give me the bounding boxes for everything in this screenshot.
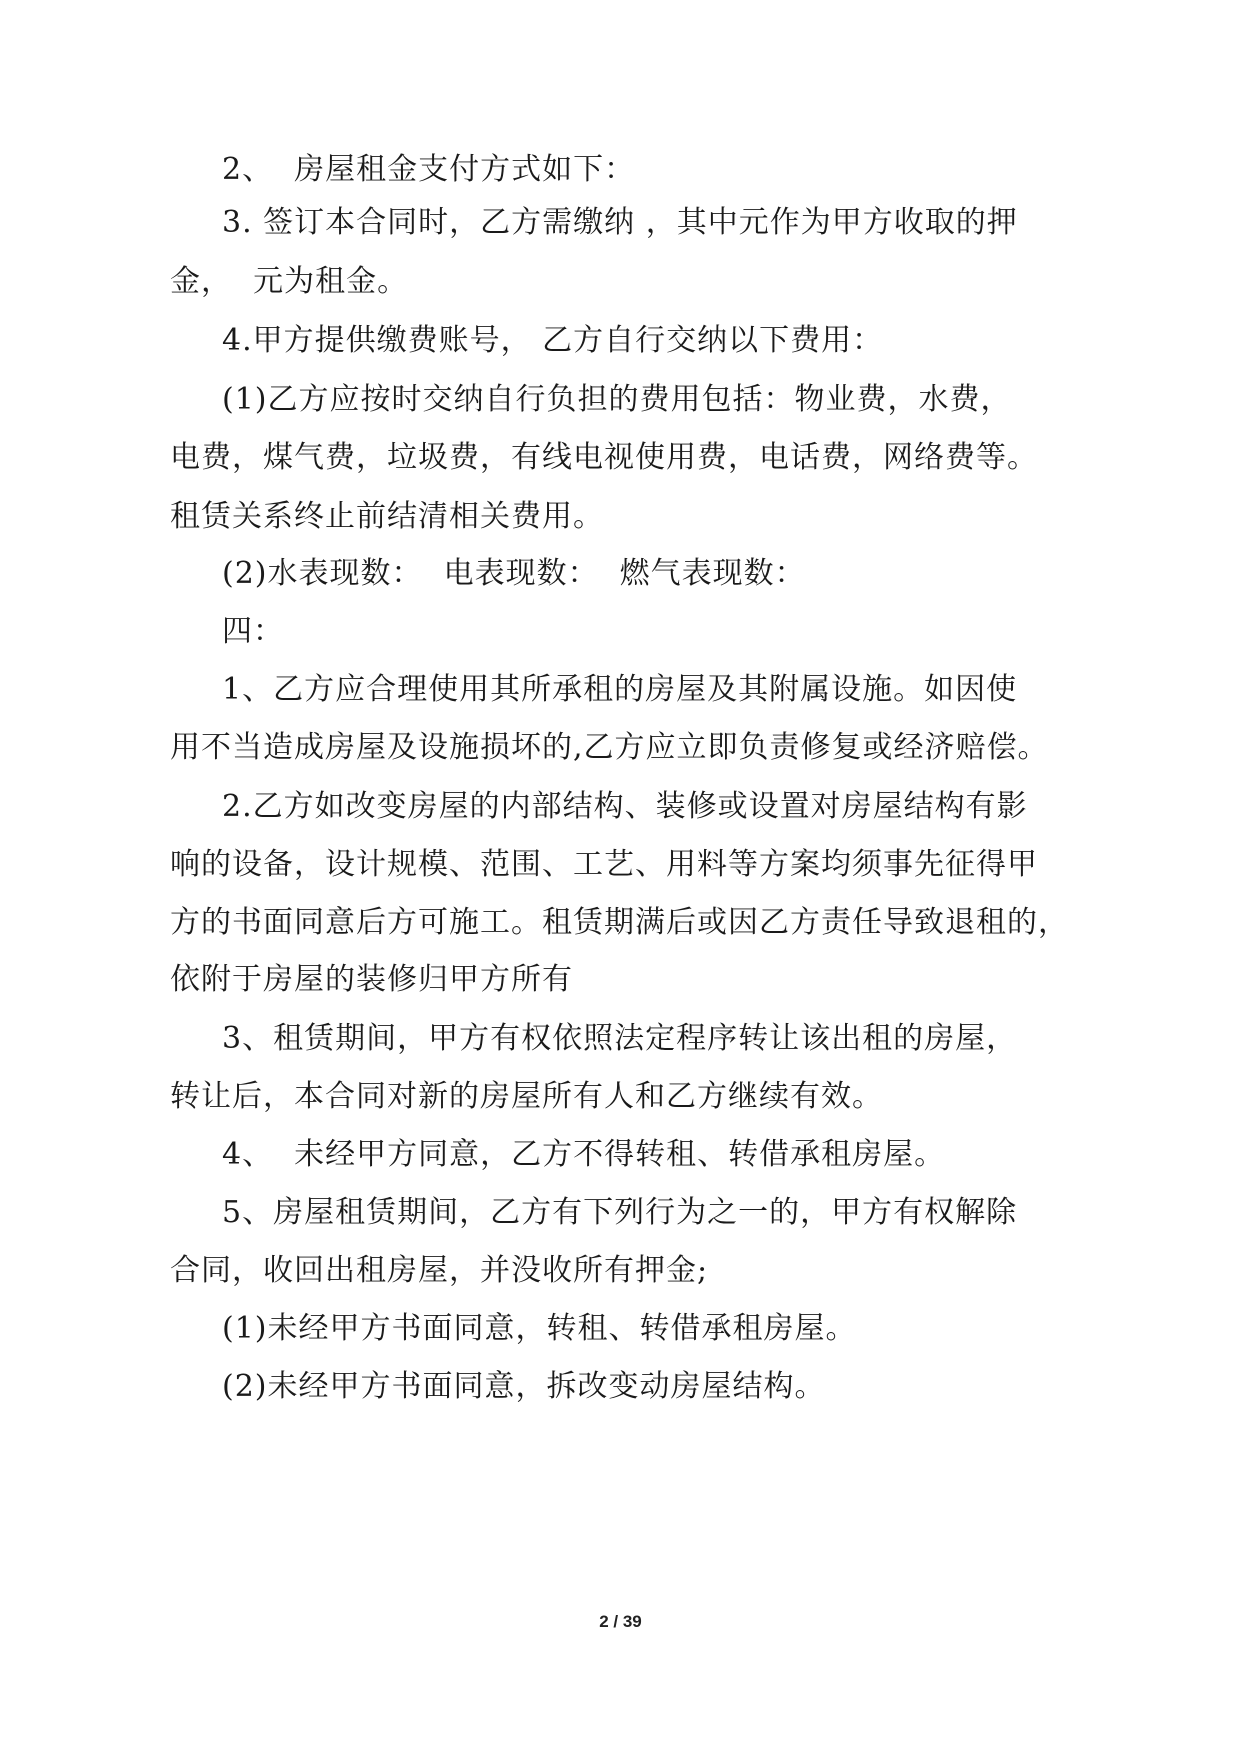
paragraph-line: 合同，收回出租房屋，并没收所有押金; xyxy=(170,1253,709,1288)
paragraph-line: 1、乙方应合理使用其所承租的房屋及其附属设施。如因使 xyxy=(222,672,1018,707)
paragraph-line: 2、 房屋租金支付方式如下： xyxy=(222,152,636,187)
paragraph-line: 4、 未经甲方同意，乙方不得转租、转借承租房屋。 xyxy=(222,1137,946,1172)
paragraph-line: 转让后，本合同对新的房屋所有人和乙方继续有效。 xyxy=(170,1079,883,1114)
paragraph-line: 金， 元为租金。 xyxy=(170,264,409,299)
paragraph-line: 依附于房屋的装修归甲方所有 xyxy=(170,962,573,997)
paragraph-line: 用不当造成房屋及设施损坏的,乙方应立即负责修复或经济赔偿。 xyxy=(170,730,1049,765)
paragraph-line: 响的设备，设计规模、范围、工艺、用料等方案均须事先征得甲 xyxy=(170,847,1038,882)
paragraph-line: 2.乙方如改变房屋的内部结构、装修或设置对房屋结构有影 xyxy=(222,789,1028,824)
section-heading: 四： xyxy=(222,614,284,649)
paragraph-line: 3. 签订本合同时，乙方需缴纳 ，其中元作为甲方收取的押 xyxy=(222,205,1018,240)
paragraph-line: 3、租赁期间，甲方有权依照法定程序转让该出租的房屋， xyxy=(222,1021,1018,1056)
paragraph-line: 4.甲方提供缴费账号， 乙方自行交纳以下费用： xyxy=(222,323,884,358)
paragraph-line: 电费，煤气费，垃圾费，有线电视使用费，电话费，网络费等。 xyxy=(170,440,1038,475)
paragraph-line: 租赁关系终止前结清相关费用。 xyxy=(170,499,604,534)
paragraph-line: (1)乙方应按时交纳自行负担的费用包括：物业费，水费， xyxy=(222,382,1012,417)
page-number: 2 / 39 xyxy=(599,1612,642,1631)
paragraph-line: 方的书面同意后方可施工。租赁期满后或因乙方责任导致退租的， xyxy=(170,905,1069,940)
paragraph-line: (2)未经甲方书面同意，拆改变动房屋结构。 xyxy=(222,1369,826,1404)
paragraph-line: 5、房屋租赁期间，乙方有下列行为之一的，甲方有权解除 xyxy=(222,1195,1018,1230)
paragraph-line: (2)水表现数： 电表现数： 燃气表现数： xyxy=(222,556,806,591)
paragraph-line: (1)未经甲方书面同意，转租、转借承租房屋。 xyxy=(222,1311,857,1346)
